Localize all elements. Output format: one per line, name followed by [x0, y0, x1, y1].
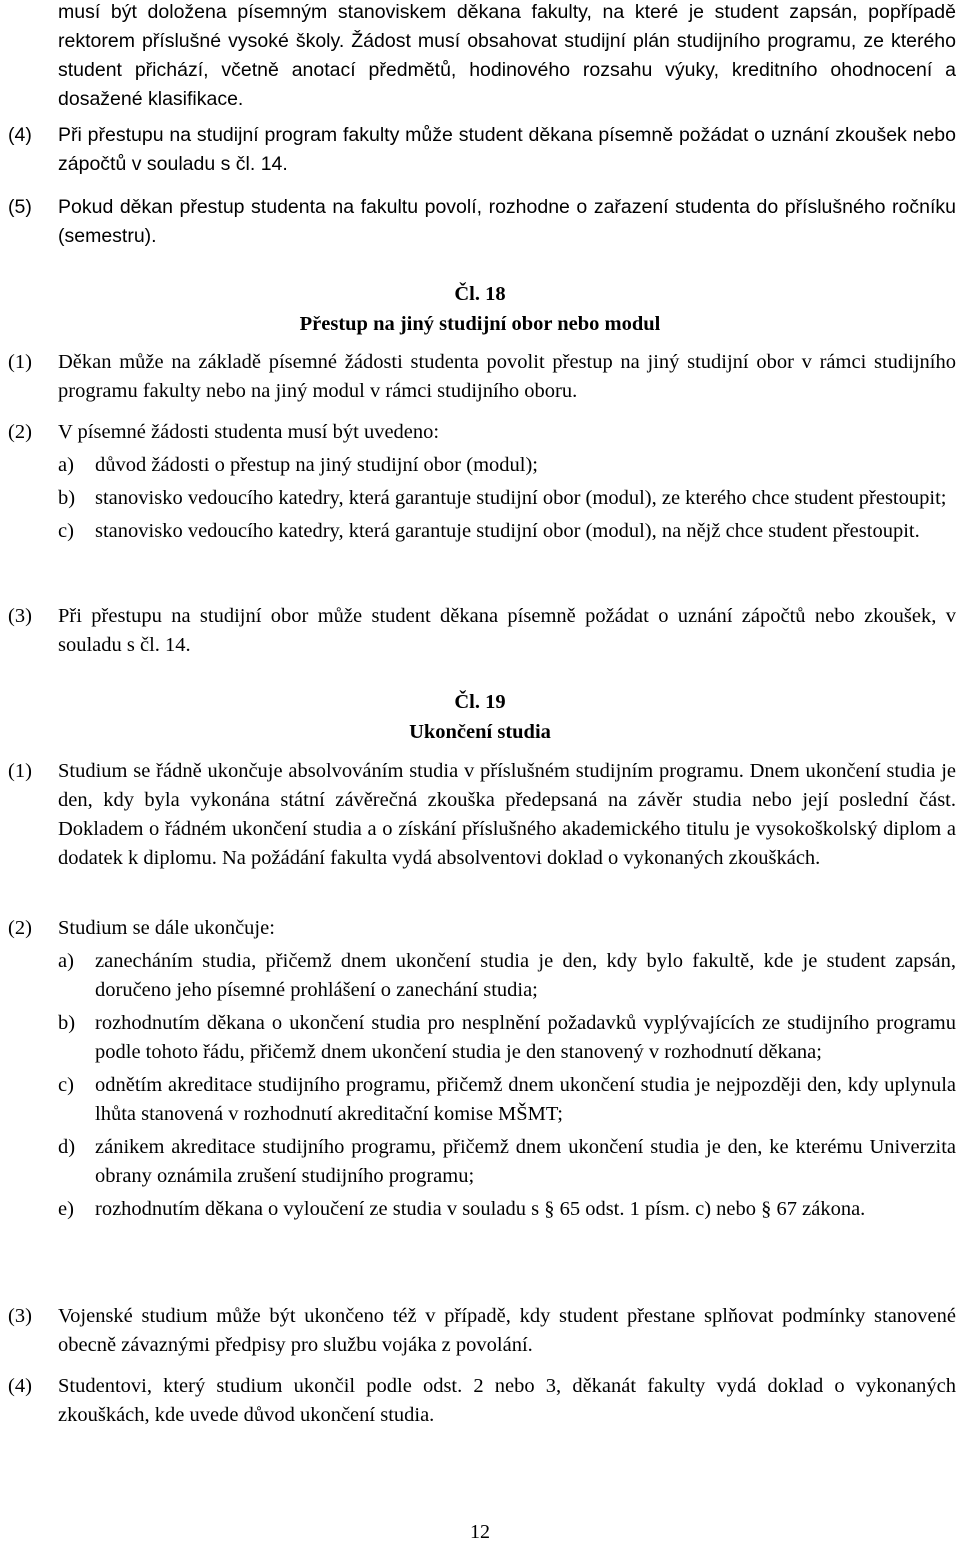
art18-paragraph-1 — [8, 348, 956, 406]
item-letter: e) — [58, 1198, 74, 1220]
item-letter: a) — [58, 950, 74, 972]
paragraph-prev-5 — [8, 193, 956, 251]
paragraph-text: Děkan může na základě písemné žádosti studenta povolit přestup na jiný studijní obor v rámci studijního programu fakulty nebo na jiný modul v rámci studijního oboru. — [58, 351, 956, 402]
paragraph-number: (2) — [8, 917, 32, 939]
article-18-title: Přestup na jiný studijní obor nebo modul — [299, 313, 661, 335]
item-text: stanovisko vedoucího katedry, která garantuje studijní obor (modul), ze kterého chce student přestoupit; — [95, 487, 947, 509]
paragraph-prev-4 — [8, 121, 956, 179]
list-item — [58, 451, 956, 480]
paragraph-text: Při přestupu na studijní obor může student děkana písemně požádat o uznání zápočtů nebo zkoušek, v souladu s čl. 14. — [58, 605, 956, 656]
item-list — [58, 451, 956, 550]
paragraph-body — [58, 418, 956, 550]
paragraph-number: (5) — [8, 196, 32, 218]
item-text: rozhodnutím děkana o ukončení studia pro nesplnění požadavků vyplývajících ze studijního programu podle tohoto řádu, přičemž dnem ukončení studia je den stanovený v rozhodnutí děkana; — [95, 1012, 956, 1063]
item-letter: b) — [58, 1012, 76, 1034]
list-item — [58, 1133, 956, 1191]
art18-paragraph-2 — [8, 418, 956, 550]
art19-paragraph-1 — [8, 757, 956, 873]
paragraph-text: Pokud děkan přestup studenta na fakultu povolí, rozhodne o zařazení studenta do příslušného ročníku (semestru). — [58, 196, 956, 247]
item-list — [58, 947, 956, 1228]
list-item — [58, 1009, 956, 1067]
item-text: stanovisko vedoucího katedry, která garantuje studijní obor (modul), na nějž chce student přestoupit. — [95, 520, 920, 542]
paragraph-body — [58, 914, 956, 1228]
paragraph-number: (1) — [8, 760, 32, 782]
item-text: zanecháním studia, přičemž dnem ukončení studia je den, kdy bylo fakultě, kde je student zapsán, doručeno jeho písemné prohlášení o zanechání studia; — [95, 950, 956, 1001]
paragraph-text: Při přestupu na studijní program fakulty může student děkana písemně požádat o uznání zkoušek nebo zápočtů v souladu s čl. 14. — [58, 124, 956, 175]
article-19-number: Čl. 19 — [454, 691, 506, 713]
paragraph-text: Studium se dále ukončuje: — [58, 917, 275, 939]
paragraph-text: Vojenské studium může být ukončeno též v případě, kdy student přestane splňovat podmínky stanovené obecně závaznými předpisy pro službu vojáka z povolání. — [58, 1305, 956, 1356]
item-letter: a) — [58, 454, 74, 476]
item-text: odnětím akreditace studijního programu, přičemž dnem ukončení studia je nejpozději den, kdy uplynula lhůta stanovená v rozhodnutí akreditační komise MŠMT; — [95, 1074, 956, 1125]
paragraph-text: Studium se řádně ukončuje absolvováním studia v příslušném studijním programu. Dnem ukončení studia je den, kdy byla vykonána státní závěrečná zkouška předepsaná na závěr studia nebo její poslední část. Dokladem o řádném ukončení studia a o získání příslušného akademického titulu je vysokoškolský diplom a dodatek k diplomu. Na požádání fakulta vydá absolventovi doklad o vykonaných zkouškách. — [58, 760, 956, 869]
item-text: rozhodnutím děkana o vyloučení ze studia v souladu s § 65 odst. 1 písm. c) nebo § 67 zákona. — [95, 1198, 866, 1220]
item-letter: c) — [58, 520, 74, 542]
list-item — [58, 1195, 956, 1224]
paragraph-number: (4) — [8, 1375, 32, 1397]
item-letter: d) — [58, 1136, 76, 1158]
item-text: důvod žádosti o přestup na jiný studijní obor (modul); — [95, 454, 538, 476]
paragraph-text: V písemné žádosti studenta musí být uvedeno: — [58, 421, 440, 443]
art19-paragraph-2 — [8, 914, 956, 1228]
item-letter: b) — [58, 487, 76, 509]
article-18-number: Čl. 18 — [454, 283, 506, 305]
paragraph-number: (1) — [8, 351, 32, 373]
art19-paragraph-4 — [8, 1372, 956, 1430]
paragraph-text: Studentovi, který studium ukončil podle odst. 2 nebo 3, děkanát fakulty vydá doklad o vykonaných zkouškách, kde uvede důvod ukončení studia. — [58, 1375, 956, 1426]
continuation-paragraph: musí být doložena písemným stanoviskem děkana fakulty, na které je student zapsán, popřípadě rektorem příslušné vysoké školy. Žádost musí obsahovat studijní plán studijního programu, ze kterého student přichází, včetně anotací předmětů, hodinového rozsahu výuky, kreditního ohodnocení a dosažené klasifikace. — [58, 1, 956, 110]
list-item — [58, 947, 956, 1005]
paragraph-number: (4) — [8, 124, 32, 146]
list-item — [58, 1071, 956, 1129]
page-number: 12 — [470, 1521, 490, 1543]
paragraph-number: (3) — [8, 1305, 32, 1327]
article-19-title: Ukončení studia — [409, 721, 551, 743]
item-letter: c) — [58, 1074, 74, 1096]
item-text: zánikem akreditace studijního programu, přičemž dnem ukončení studia je den, ke kterému Univerzita obrany oznámila zrušení studijního programu; — [95, 1136, 956, 1187]
art18-paragraph-3 — [8, 602, 956, 660]
paragraph-number: (2) — [8, 421, 32, 443]
paragraph-number: (3) — [8, 605, 32, 627]
list-item — [58, 484, 956, 513]
list-item — [58, 517, 956, 546]
art19-paragraph-3 — [8, 1302, 956, 1360]
